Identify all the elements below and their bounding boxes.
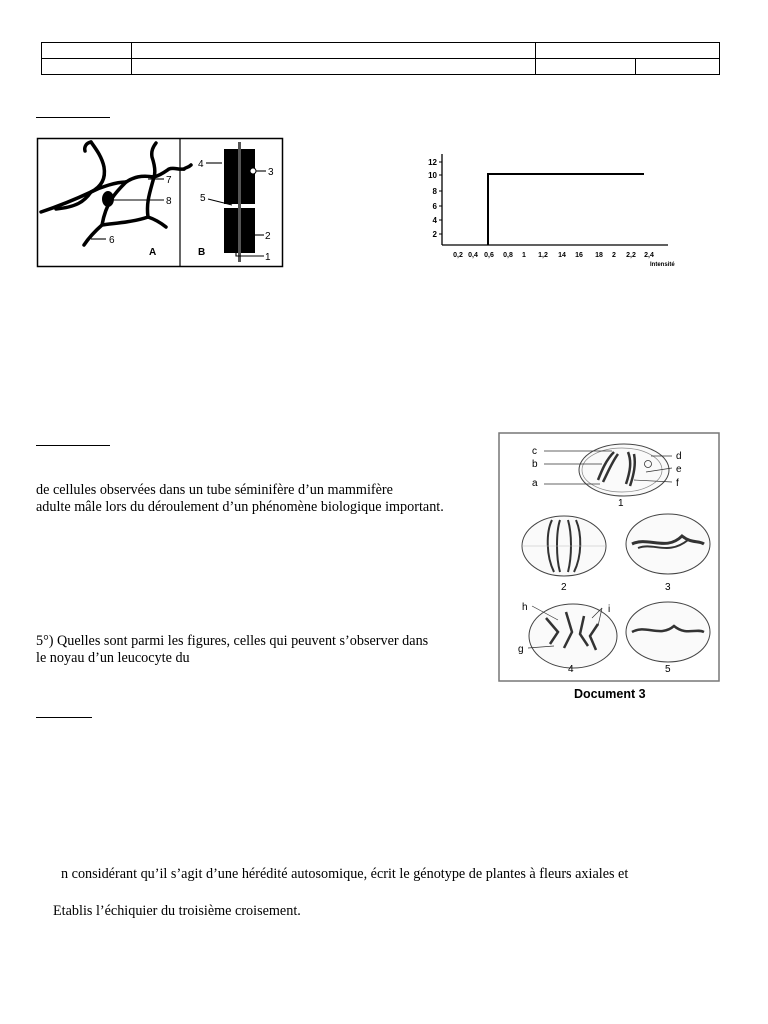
section-heading-underline [36, 717, 92, 718]
figure-label: 1 [265, 252, 271, 263]
figure-label: B [198, 247, 206, 258]
header-row-1 [42, 43, 720, 59]
x-tick-label: 2,2 [626, 252, 636, 259]
x-tick-label: 0,2 [453, 252, 463, 259]
x-tick-label: 18 [595, 252, 603, 259]
doc3-label: 4 [568, 664, 574, 675]
figure-label: 3 [268, 167, 274, 178]
figure-label: 6 [109, 235, 115, 246]
x-tick-label: 0,4 [468, 252, 478, 259]
section-heading-underline [36, 117, 110, 118]
question-5-line: 5°) Quelles sont parmi les figures, celles qui peuvent s’observer dans [36, 633, 429, 649]
header-cell [132, 43, 536, 59]
header-row-2 [42, 59, 720, 75]
doc3-label: 3 [665, 582, 671, 593]
figure-label: 4 [198, 159, 204, 170]
x-tick-label: 0,6 [484, 252, 494, 259]
x-tick-label: 1 [522, 252, 526, 259]
header-table [41, 42, 720, 75]
header-cell [536, 43, 720, 59]
genotype-instruction: n considérant qu’il s’agit d’une hérédité autosomique, écrit le génotype de plantes à fleurs axiales et [61, 866, 629, 882]
section-heading-underline [36, 445, 110, 446]
question-5-line: le noyau d’un leucocyte du [36, 650, 190, 666]
x-tick-label: 2,4 [644, 252, 654, 259]
doc3-label: h [522, 602, 528, 613]
doc3-label: a [532, 478, 538, 489]
paragraph-line: adulte mâle lors du déroulement d’un phénomène biologique important. [36, 499, 444, 515]
y-tick-label: 10 [428, 171, 437, 180]
doc3-label: b [532, 459, 538, 470]
doc3-label: g [518, 644, 524, 655]
x-tick-label: 16 [575, 252, 583, 259]
paragraph-line: de cellules observées dans un tube séminifère d’un mammifère [36, 482, 393, 498]
figure-label: 8 [166, 196, 172, 207]
x-axis-title: Intensité [650, 262, 675, 268]
header-cell [636, 59, 720, 75]
y-tick-label: 12 [428, 158, 437, 167]
doc3-label: f [676, 478, 679, 489]
intensity-graph [420, 148, 675, 272]
x-tick-label: 0,8 [503, 252, 513, 259]
doc3-label: c [532, 446, 537, 457]
y-tick-label: 6 [432, 202, 437, 211]
figure-label: 7 [166, 175, 172, 186]
echiquier-instruction: Etablis l’échiquier du troisième croisement. [53, 903, 301, 919]
x-tick-label: 1,2 [538, 252, 548, 259]
doc3-label: d [676, 451, 682, 462]
doc3-label: 5 [665, 664, 671, 675]
header-cell [42, 43, 132, 59]
y-tick-label: 8 [432, 187, 437, 196]
y-tick-label: 2 [432, 230, 437, 239]
x-tick-label: 14 [558, 252, 566, 259]
header-cell [132, 59, 536, 75]
header-cell [536, 59, 636, 75]
document-3-caption: Document 3 [574, 687, 646, 701]
figure-neuron-fiber [36, 137, 284, 268]
y-tick-label: 4 [432, 216, 437, 225]
header-cell [42, 59, 132, 75]
figure-label: 5 [200, 193, 206, 204]
response-curve [488, 174, 644, 245]
doc3-label: 2 [561, 582, 567, 593]
document-3-figure [498, 432, 720, 682]
figure-label: A [149, 247, 157, 258]
doc3-label: i [608, 604, 611, 615]
figure-label: 2 [265, 231, 271, 242]
doc3-label: 1 [618, 498, 624, 509]
x-tick-label: 2 [612, 252, 616, 259]
doc3-label: e [676, 464, 682, 475]
